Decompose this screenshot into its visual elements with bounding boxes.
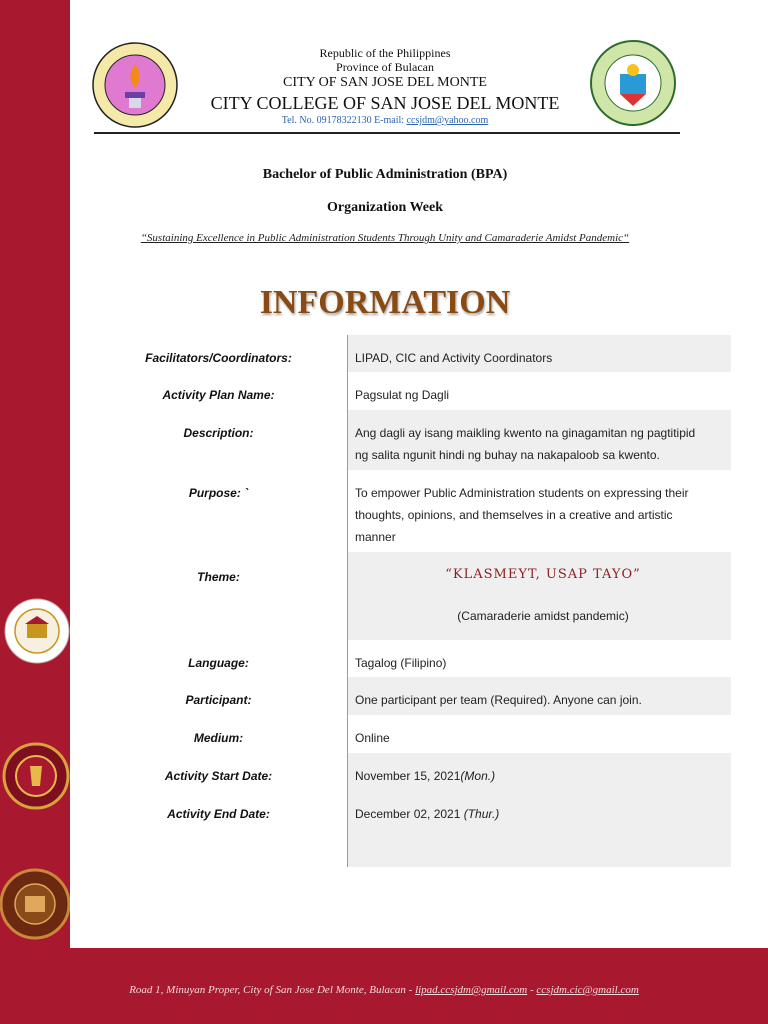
row-value: One participant per team (Required). Anyone can join.: [347, 677, 731, 715]
event-motto: [90, 232, 680, 244]
contact-prefix: Tel. No. 09178322130 E-mail:: [281, 115, 407, 126]
theme-title: “KLASMEYT, USAP TAYO”: [445, 567, 641, 582]
table-row: [90, 410, 731, 470]
row-label: Purpose: `: [188, 486, 249, 500]
table-row: [90, 640, 731, 677]
row-label: Medium:: [193, 731, 244, 745]
row-value-line: To empower Public Administration students on expressing their: [355, 486, 689, 500]
contact-email-link[interactable]: ccsjdm@yahoo.com: [406, 115, 489, 126]
row-value-line: Ang dagli ay isang maikling kwento na ginagamitan ng pagtitipid: [355, 426, 696, 440]
city-line: CITY OF SAN JOSE DEL MONTE: [283, 75, 487, 90]
information-table: [90, 335, 731, 867]
table-row: [90, 677, 731, 715]
row-label: Description:: [183, 426, 254, 440]
row-value: [347, 753, 731, 791]
end-day: (Thur.): [463, 807, 500, 821]
row-value-line: manner: [355, 530, 396, 544]
program-title: Bachelor of Public Administration (BPA): [262, 167, 508, 182]
header-divider: [94, 132, 680, 134]
table-row: [90, 791, 731, 867]
event-title: Organization Week: [326, 200, 444, 215]
footer-band: [0, 948, 768, 1024]
row-value: [347, 410, 731, 470]
row-value: LIPAD, CIC and Activity Coordinators: [347, 335, 731, 372]
row-value: [347, 791, 731, 867]
row-label: Participant:: [185, 693, 252, 707]
college-name: CITY COLLEGE OF SAN JOSE DEL MONTE: [210, 93, 560, 113]
table-row: [90, 715, 731, 753]
footer-address: Road 1, Minuyan Proper, City of San Jose Del Monte, Bulacan -: [129, 984, 416, 996]
footer-contact: [0, 984, 768, 996]
footer-separator: -: [527, 984, 537, 996]
row-label: Theme:: [197, 570, 240, 584]
row-label: Activity Start Date:: [164, 769, 273, 783]
footer-email-cic-link[interactable]: ccsjdm.cic@gmail.com: [536, 984, 639, 996]
row-value-line: ng salita ngunit hindi ng buhay na nakapaloob sa kwento.: [355, 448, 660, 462]
table-row: [90, 372, 731, 410]
row-value: [347, 470, 731, 552]
laurel-crest-logo: [2, 742, 70, 810]
bpa-seal-logo: [4, 598, 70, 664]
contact-line: [190, 114, 580, 128]
gold-emblem-logo: [0, 868, 70, 940]
college-seal-logo: [92, 42, 178, 128]
row-label: Activity End Date:: [167, 807, 270, 821]
row-label: Language:: [188, 656, 249, 670]
footer-email-lipad-link[interactable]: lipad.ccsjdm@gmail.com: [415, 984, 528, 996]
end-date: December 02, 2021: [355, 807, 464, 821]
table-row: [90, 753, 731, 791]
row-value: Tagalog (Filipino): [347, 640, 731, 677]
row-value: [347, 552, 731, 640]
row-label: Activity Plan Name:: [162, 388, 275, 402]
republic-line: Republic of the Philippines: [319, 46, 451, 60]
table-row: [90, 470, 731, 552]
city-seal-logo: [590, 40, 676, 126]
theme-subtitle: (Camaraderie amidst pandemic): [457, 609, 629, 623]
row-value: Pagsulat ng Dagli: [347, 372, 731, 410]
institution-header: [190, 46, 580, 128]
start-date: November 15, 2021: [355, 769, 461, 783]
row-label: Facilitators/Coordinators:: [145, 351, 292, 365]
province-line: Province of Bulacan: [336, 60, 434, 74]
motto-text: “Sustaining Excellence in Public Administration Students Through Unity and Camaraderie Amidst Pandemic“: [140, 232, 630, 244]
row-value-line: thoughts, opinions, and themselves in a creative and artistic: [355, 508, 673, 522]
table-row: [90, 552, 731, 640]
table-row: [90, 335, 731, 372]
start-day: (Mon.): [460, 769, 496, 783]
section-title: INFORMATION: [259, 284, 511, 321]
row-value: Online: [347, 715, 731, 753]
